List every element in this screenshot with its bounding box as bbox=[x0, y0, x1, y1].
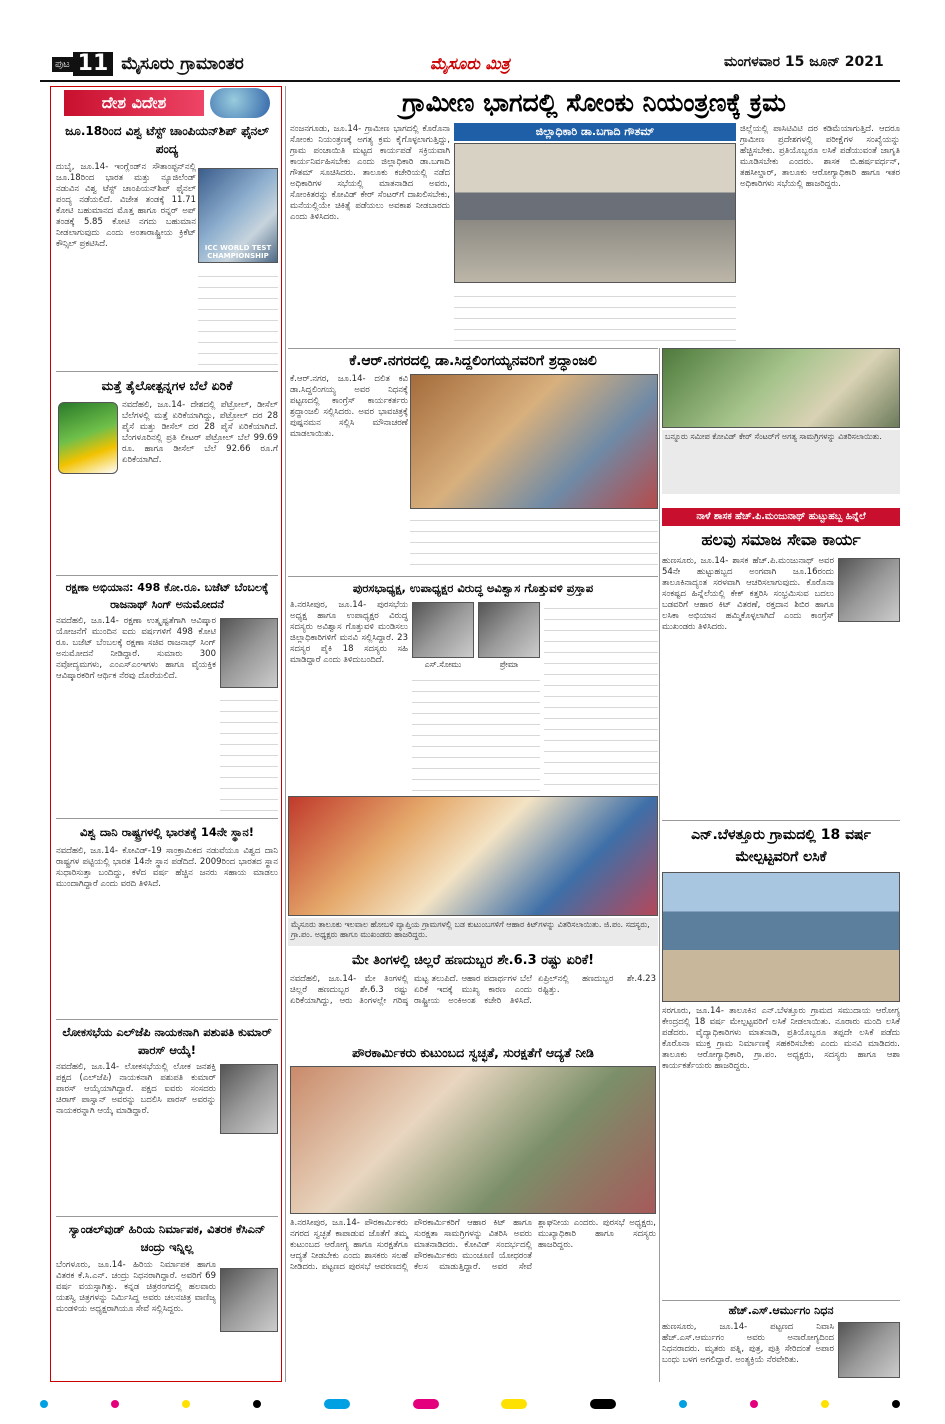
column-rule bbox=[659, 348, 660, 1382]
masthead: ಮೈಸೂರು ಮಿತ್ರ bbox=[430, 54, 510, 73]
registration-dot bbox=[111, 1400, 119, 1408]
covid-centre-photo bbox=[662, 348, 900, 428]
inflation-body: ನವದೆಹಲಿ, ಜೂ.14- ಮೇ ತಿಂಗಳಲ್ಲಿ ಚಿಲ್ಲರೆ ಹಣದುಬ್ಬರ ಶೇ.6.3 ರಷ್ಟು ಏರಿಕೆಯಾಗಿದ್ದು, ಆರು ತಿಂಗಳಲ್ಲೇ ಗರಿಷ್ಠ ಮಟ್ಟ ತಲುಪಿದೆ. ಆಹಾರ ಪದಾರ್ಥಗಳ ಬೆಲೆ ಏರಿಕೆ ಇದಕ್ಕೆ ಮುಖ್ಯ ಕಾರಣ ಎಂದು ರಾಷ್ಟ್ರೀಯ ಅಂಕಿಅಂಶ ಕಚೇರಿ ತಿಳಿಸಿದೆ. ಏಪ್ರಿಲ್‌ನಲ್ಲಿ ಹಣದುಬ್ಬರ ಶೇ.4.23 ರಷ್ಟಿತ್ತು. bbox=[290, 974, 656, 1006]
registration-dot bbox=[750, 1400, 758, 1408]
relief-caption: ಮೈಸೂರು ತಾಲೂಕು ಇಲವಾಲ ಹೋಬಳಿ ವ್ಯಾಪ್ತಿಯ ಗ್ರಾಮಗಳಲ್ಲಿ ಬಡ ಕುಟುಂಬಗಳಿಗೆ ಆಹಾರ ಕಿಟ್‌ಗಳನ್ನು ವಿತರಿಸಲಾಯಿತು. ಜಿ.ಪಂ. ಸದಸ್ಯರು, ಗ್ರಾ.ಪಂ. ಅಧ್ಯಕ್ಷರು ಹಾಗೂ ಮುಖಂಡರು ಹಾಜರಿದ್ದರು. bbox=[288, 918, 658, 946]
divider bbox=[56, 818, 278, 819]
paras-portrait bbox=[220, 1064, 278, 1134]
divider bbox=[662, 820, 900, 821]
registration-dot bbox=[679, 1400, 687, 1408]
meeting-photo bbox=[454, 143, 736, 283]
globe-icon bbox=[210, 88, 270, 118]
section-banner: ದೇಶ ವಿದೇಶ bbox=[64, 90, 204, 116]
story-body: ನವದೆಹಲಿ, ಜೂ.14- ಲೋಕಸಭೆಯಲ್ಲಿ ಲೋಕ ಜನಶಕ್ತಿ ಪಕ್ಷದ (ಎಲ್‌ಜೆಪಿ) ನಾಯಕನಾಗಿ ಪಶುಪತಿ ಕುಮಾರ್ ಪಾರಸ್ ಆಯ್ಕೆಯಾಗಿದ್ದಾರೆ. ಪಕ್ಷದ ಐವರು ಸಂಸದರು ಚಿರಾಗ್ ಪಾಸ್ವಾನ್ ಅವರನ್ನು ಬದಲಿಸಿ ಪಾರಸ್ ಅವರನ್ನು ನಾಯಕರನ್ನಾಗಿ ಆಯ್ಕೆ ಮಾಡಿದ್ದಾರೆ. bbox=[56, 1062, 216, 1116]
registration-dot bbox=[40, 1400, 48, 1408]
municipal-headline: ಪುರಸಭಾಧ್ಯಕ್ಷ, ಉಪಾಧ್ಯಕ್ಷರ ವಿರುದ್ಧ ಅವಿಶ್ವಾಸ ಗೊತ್ತುವಳಿ ಪ್ರಸ್ತಾಪ bbox=[352, 581, 594, 595]
divider bbox=[288, 576, 658, 577]
story-body: ನವದೆಹಲಿ, ಜೂ.14- ರಕ್ಷಣಾ ಉತ್ಕೃಷ್ಟತೆಗಾಗಿ ಆವಿಷ್ಕಾರ ಯೋಜನೆಗೆ ಮುಂದಿನ ಐದು ವರ್ಷಗಳಿಗೆ 498 ಕೋಟಿ ರೂ. ಬಜೆಟ್ ಬೆಂಬಲಕ್ಕೆ ರಕ್ಷಣಾ ಸಚಿವ ರಾಜನಾಥ್ ಸಿಂಗ್ ಅನುಮೋದನೆ ನೀಡಿದ್ದಾರೆ. ಸುಮಾರು 300 ನವೋದ್ಯಮಗಳು, ಎಂಎಸ್‌ಎಂಇಗಳು ಹಾಗೂ ವೈಯಕ್ತಿಕ ಆವಿಷ್ಕಾರಕರಿಗೆ ಆರ್ಥಿಕ ನೆರವು ದೊರೆಯಲಿದೆ. bbox=[56, 616, 216, 681]
somu-name: ಎಸ್.ಸೋಮು bbox=[424, 660, 462, 669]
story-body: ಬೆಂಗಳೂರು, ಜೂ.14- ಹಿರಿಯ ನಿರ್ಮಾಪಕ ಹಾಗೂ ವಿತರಕ ಕೆ.ಸಿ.ಎನ್. ಚಂದ್ರು ನಿಧನರಾಗಿದ್ದಾರೆ. ಅವರಿಗೆ 69 ವರ್ಷ ವಯಸ್ಸಾಗಿತ್ತು. ಕನ್ನಡ ಚಿತ್ರರಂಗದಲ್ಲಿ ಹಲವಾರು ಯಶಸ್ವಿ ಚಿತ್ರಗಳನ್ನು ನಿರ್ಮಿಸಿದ್ದ ಅವರು ಚಲನಚಿತ್ರ ವಾಣಿಜ್ಯ ಮಂಡಳಿಯ ಅಧ್ಯಕ್ಷರಾಗಿಯೂ ಸೇವೆ ಸಲ್ಲಿಸಿದ್ದರು. bbox=[56, 1260, 216, 1314]
tribute-headline: ಕೆ.ಆರ್.ನಗರದಲ್ಲಿ ಡಾ.ಸಿದ್ದಲಿಂಗಯ್ಯನವರಿಗೆ ಶ್ರದ್ಧಾಂಜಲಿ bbox=[349, 353, 597, 369]
tribute-body-cont bbox=[410, 512, 658, 574]
inflation-headline: ಮೇ ತಿಂಗಳಲ್ಲಿ ಚಿಲ್ಲರೆ ಹಣದುಬ್ಬರ ಶೇ.6.3 ರಷ್ಟು ಏರಿಕೆ! bbox=[351, 953, 595, 968]
municipal-body: ತಿ.ನರಸೀಪುರ, ಜೂ.14- ಪುರಸಭೆಯ ಅಧ್ಯಕ್ಷ ಹಾಗೂ ಉಪಾಧ್ಯಕ್ಷರ ವಿರುದ್ಧ ಸದಸ್ಯರು ಅವಿಶ್ವಾಸ ಗೊತ್ತುವಳಿ ಮಂಡಿಸಲು ಜಿಲ್ಲಾಧಿಕಾರಿಗಳಿಗೆ ಮನವಿ ಸಲ್ಲಿಸಿದ್ದಾರೆ. 23 ಸದಸ್ಯರ ಪೈಕಿ 18 ಸದಸ್ಯರು ಸಹಿ ಮಾಡಿದ್ದಾರೆ ಎಂದು ತಿಳಿದುಬಂದಿದೆ. bbox=[290, 600, 408, 665]
municipal-body-cont bbox=[412, 672, 540, 792]
prema-name: ಪ್ರೇಮಾ bbox=[499, 660, 519, 669]
divider bbox=[56, 1216, 278, 1217]
pourakarmika-body: ತಿ.ನರಸೀಪುರ, ಜೂ.14- ಪೌರಕಾರ್ಮಿಕರು ನಗರದ ಸ್ವಚ್ಛತೆ ಕಾಪಾಡುವ ಜೊತೆಗೆ ತಮ್ಮ ಕುಟುಂಬದ ಆರೋಗ್ಯ ಹಾಗೂ ಸುರಕ್ಷತೆಗೂ ಆದ್ಯತೆ ನೀಡಬೇಕು ಎಂದು ಶಾಸಕರು ಸಲಹೆ ನೀಡಿದರು. ಪಟ್ಟಣದ ಪುರಸಭೆ ಆವರಣದಲ್ಲಿ ಪೌರಕಾರ್ಮಿಕರಿಗೆ ಆಹಾರ ಕಿಟ್ ಹಾಗೂ ಸುರಕ್ಷತಾ ಸಾಮಗ್ರಿಗಳನ್ನು ವಿತರಿಸಿ ಅವರು ಮಾತನಾಡಿದರು. ಕೋವಿಡ್ ಸಂದರ್ಭದಲ್ಲಿ ಪೌರಕಾರ್ಮಿಕರು ಮುಂಚೂಣಿ ಯೋಧರಂತೆ ಕೆಲಸ ಮಾಡುತ್ತಿದ್ದಾರೆ. ಅವರ ಸೇವೆ ಶ್ಲಾಘನೀಯ ಎಂದರು. ಪುರಸಭೆ ಅಧ್ಯಕ್ಷರು, ಮುಖ್ಯಾಧಿಕಾರಿ ಹಾಗೂ ಸದಸ್ಯರು ಹಾಜರಿದ್ದರು. bbox=[290, 1218, 656, 1272]
obituary-portrait bbox=[838, 1322, 900, 1378]
registration-dot bbox=[253, 1400, 261, 1408]
story-body: ನವದೆಹಲಿ, ಜೂ.14- ದೇಶದಲ್ಲಿ ಪೆಟ್ರೋಲ್, ಡೀಸೆಲ್ ಬೆಲೆಗಳಲ್ಲಿ ಮತ್ತೆ ಏರಿಕೆಯಾಗಿದ್ದು, ಪೆಟ್ರೋಲ್ ದರ 28 ಪೈಸೆ ಮತ್ತು ಡೀಸೆಲ್ ದರ 28 ಪೈಸೆ ಏರಿಕೆಯಾಗಿದೆ. ಬೆಂಗಳೂರಿನಲ್ಲಿ ಪ್ರತಿ ಲೀಟರ್ ಪೆಟ್ರೋಲ್ ಬೆಲೆ 99.69 ರೂ. ಹಾಗೂ ಡೀಸೆಲ್ ಬೆಲೆ 92.66 ರೂ.ಗೆ ಏರಿಕೆಯಾಗಿದೆ. bbox=[122, 400, 278, 465]
registration-pill bbox=[413, 1399, 439, 1409]
story-headline: ರಕ್ಷಣಾ ಅಭಿಯಾನ: 498 ಕೋ.ರೂ. ಬಜೆಟ್ ಬೆಂಬಲಕ್ಕೆ ರಾಜನಾಥ್ ಸಿಂಗ್ ಅನುಮೋದನೆ bbox=[65, 581, 269, 611]
mla-banner: ನಾಳೆ ಶಾಸಕ ಹೆಚ್.ಪಿ.ಮಂಜುನಾಥ್ ಹುಟ್ಟುಹಬ್ಬ ಹಿನ್ನೆಲೆ bbox=[662, 508, 900, 526]
page-label: ಪುಟ bbox=[52, 57, 73, 72]
section-title: ಮೈಸೂರು ಗ್ರಾಮಾಂತರ bbox=[121, 54, 244, 74]
covid-centre-caption: ಬನ್ನೂರು ಸಮೀಪ ಕೋವಿಡ್ ಕೇರ್ ಸೆಂಟರ್‌ಗೆ ಅಗತ್ಯ ಸಾಮಗ್ರಿಗಳನ್ನು ವಿತರಿಸಲಾಯಿತು. bbox=[662, 430, 900, 494]
fuel-nozzle-image bbox=[58, 402, 118, 474]
registration-bar bbox=[40, 1398, 900, 1410]
divider bbox=[662, 1300, 900, 1301]
wtc-logo-image bbox=[198, 168, 278, 263]
header-rule bbox=[40, 80, 900, 82]
pourakarmika-photo bbox=[290, 1066, 656, 1214]
obituary-headline: ಹೆಚ್.ಎಸ್.ಆರ್ಮುಗಂ ನಿಧನ bbox=[728, 1304, 834, 1317]
lead-body-right: ಜಿಲ್ಲೆಯಲ್ಲಿ ಪಾಸಿಟಿವಿಟಿ ದರ ಕಡಿಮೆಯಾಗುತ್ತಿದೆ. ಆದರೂ ಗ್ರಾಮೀಣ ಪ್ರದೇಶಗಳಲ್ಲಿ ಪರೀಕ್ಷೆಗಳ ಸಂಖ್ಯೆಯನ್ನು ಹೆಚ್ಚಿಸಬೇಕು. ಪ್ರತಿಯೊಬ್ಬರೂ ಲಸಿಕೆ ಪಡೆಯುವಂತೆ ಜಾಗೃತಿ ಮೂಡಿಸಬೇಕು ಎಂದರು. ಶಾಸಕ ಬಿ.ಹರ್ಷವರ್ಧನ್, ತಹಸೀಲ್ದಾರ್, ತಾಲೂಕು ಆರೋಗ್ಯಾಧಿಕಾರಿ ಹಾಗೂ ಇತರ ಅಧಿಕಾರಿಗಳು ಸಭೆಯಲ್ಲಿ ಹಾಜರಿದ್ದರು. bbox=[740, 124, 900, 189]
divider bbox=[288, 348, 658, 349]
obituary-body: ಹುಣಸೂರು, ಜೂ.14- ಪಟ್ಟಣದ ನಿವಾಸಿ ಹೆಚ್.ಎಸ್.ಆರ್ಮುಗಂ ಅವರು ಅನಾರೋಗ್ಯದಿಂದ ನಿಧನರಾದರು. ಮೃತರು ಪತ್ನಿ, ಪುತ್ರ, ಪುತ್ರಿ ಸೇರಿದಂತೆ ಅಪಾರ ಬಂಧು ಬಳಗ ಅಗಲಿದ್ದಾರೆ. ಅಂತ್ಯಕ್ರಿಯೆ ನೆರವೇರಿತು. bbox=[662, 1322, 834, 1365]
somu-photo bbox=[412, 602, 474, 658]
tribute-body: ಕೆ.ಆರ್.ನಗರ, ಜೂ.14- ದಲಿತ ಕವಿ ಡಾ.ಸಿದ್ದಲಿಂಗಯ್ಯ ಅವರ ನಿಧನಕ್ಕೆ ಪಟ್ಟಣದಲ್ಲಿ ಕಾಂಗ್ರೆಸ್ ಕಾರ್ಯಕರ್ತರು ಶ್ರದ್ಧಾಂಜಲಿ ಸಲ್ಲಿಸಿದರು. ಅವರ ಭಾವಚಿತ್ರಕ್ಕೆ ಪುಷ್ಪನಮನ ಸಲ್ಲಿಸಿ ಮೌನಾಚರಣೆ ಮಾಡಲಾಯಿತು. bbox=[290, 374, 408, 439]
story-headline: ಸ್ಯಾಂಡಲ್‌ವುಡ್ ಹಿರಿಯ ನಿರ್ಮಾಪಕ, ವಿತರಕ ಕೆಸಿಎನ್ ಚಂದ್ರು ಇನ್ನಿಲ್ಲ bbox=[68, 1222, 266, 1254]
divider bbox=[56, 1019, 278, 1020]
story-headline: ವಿಶ್ವ ದಾನಿ ರಾಷ್ಟ್ರಗಳಲ್ಲಿ ಭಾರತಕ್ಕೆ 14ನೇ ಸ್ಥಾನ! bbox=[80, 825, 254, 839]
lead-subhead bbox=[454, 123, 736, 141]
lead-headline: ಗ್ರಾಮೀಣ ಭಾಗದಲ್ಲಿ ಸೋಂಕು ನಿಯಂತ್ರಣಕ್ಕೆ ಕ್ರಮ bbox=[402, 88, 786, 117]
mla-portrait bbox=[838, 558, 900, 622]
relief-distribution-photo bbox=[288, 796, 658, 916]
vaccination-body: ಸರಗೂರು, ಜೂ.14- ತಾಲೂಕಿನ ಎನ್.ಬೆಳತ್ತೂರು ಗ್ರಾಮದ ಸಮುದಾಯ ಆರೋಗ್ಯ ಕೇಂದ್ರದಲ್ಲಿ 18 ವರ್ಷ ಮೇಲ್ಪಟ್ಟವರಿಗೆ ಲಸಿಕೆ ನೀಡಲಾಯಿತು. ನೂರಾರು ಮಂದಿ ಲಸಿಕೆ ಪಡೆದರು. ವೈದ್ಯಾಧಿಕಾರಿಗಳು ಮಾತನಾಡಿ, ಪ್ರತಿಯೊಬ್ಬರೂ ತಪ್ಪದೇ ಲಸಿಕೆ ಪಡೆದು ಕೊರೊನಾ ಮುಕ್ತ ಗ್ರಾಮ ನಿರ್ಮಾಣಕ್ಕೆ ಸಹಕರಿಸಬೇಕು ಎಂದು ಮನವಿ ಮಾಡಿದರು. ತಾಲೂಕು ಆರೋಗ್ಯಾಧಿಕಾರಿ, ಗ್ರಾ.ಪಂ. ಅಧ್ಯಕ್ಷರು, ಸದಸ್ಯರು ಹಾಗೂ ಆಶಾ ಕಾರ್ಯಕರ್ತೆಯರು ಹಾಜರಿದ್ದರು. bbox=[662, 1006, 900, 1071]
story-headline: ಲೋಕಸಭೆಯ ಎಲ್‌ಜೆಪಿ ನಾಯಕನಾಗಿ ಪಶುಪತಿ ಕುಮಾರ್ ಪಾರಸ್ ಆಯ್ಕೆ! bbox=[62, 1025, 272, 1057]
story-headline: ಮತ್ತೆ ತೈಲೋತ್ಪನ್ನಗಳ ಬೆಲೆ ಏರಿಕೆ bbox=[101, 378, 233, 393]
mla-headline: ಹಲವು ಸಮಾಜ ಸೇವಾ ಕಾರ್ಯ bbox=[701, 530, 861, 549]
vaccination-headline: ಎನ್.ಬೆಳತ್ತೂರು ಗ್ರಾಮದಲ್ಲಿ 18 ವರ್ಷ ಮೇಲ್ಪಟ್ಟವರಿಗೆ ಲಸಿಕೆ bbox=[691, 827, 871, 865]
prema-photo bbox=[478, 602, 540, 658]
story-body: ದುಬೈ, ಜೂ.14- ಇಂಗ್ಲೆಂಡ್‌ನ ಸೌತಾಂಪ್ಟನ್‌ನಲ್ಲಿ ಜೂ.18ರಿಂದ ಭಾರತ ಮತ್ತು ನ್ಯೂಜಿಲೆಂಡ್ ನಡುವಿನ ವಿಶ್ವ ಟೆಸ್ಟ್ ಚಾಂಪಿಯನ್‌ಶಿಪ್ ಫೈನಲ್ ಪಂದ್ಯ ನಡೆಯಲಿದೆ. ವಿಜೇತ ತಂಡಕ್ಕೆ 11.71 ಕೋಟಿ ಬಹುಮಾನದ ಮೊತ್ತ ಹಾಗೂ ರನ್ನರ್ ಅಪ್ ತಂಡಕ್ಕೆ 5.85 ಕೋಟಿ ನಗದು ಬಹುಮಾನ ನೀಡಲಾಗುವುದು ಎಂದು ಅಂತಾರಾಷ್ಟ್ರೀಯ ಕ್ರಿಕೆಟ್ ಕೌನ್ಸಿಲ್ ಪ್ರಕಟಿಸಿದೆ. bbox=[56, 162, 196, 249]
registration-dot bbox=[892, 1400, 900, 1408]
registration-dot bbox=[182, 1400, 190, 1408]
divider bbox=[56, 371, 278, 372]
vaccination-photo bbox=[662, 872, 900, 1002]
story-body-cont bbox=[198, 268, 278, 368]
story-body-cont bbox=[220, 692, 278, 812]
rajnath-singh-photo bbox=[220, 618, 278, 688]
registration-pill bbox=[590, 1399, 616, 1409]
tribute-photo bbox=[410, 374, 658, 509]
page-tag bbox=[52, 52, 244, 76]
lead-body-left: ನಂಜನಗೂಡು, ಜೂ.14- ಗ್ರಾಮೀಣ ಭಾಗದಲ್ಲಿ ಕೊರೊನಾ ಸೋಂಕು ನಿಯಂತ್ರಣಕ್ಕೆ ಅಗತ್ಯ ಕ್ರಮ ಕೈಗೊಳ್ಳಲಾಗುತ್ತಿದ್ದು, ಗ್ರಾಮ ಪಂಚಾಯಿತಿ ಮಟ್ಟದ ಕಾರ್ಯಪಡೆ ಸಕ್ರಿಯವಾಗಿ ಕಾರ್ಯನಿರ್ವಹಿಸಬೇಕು ಎಂದು ಜಿಲ್ಲಾಧಿಕಾರಿ ಡಾ.ಬಗಾದಿ ಗೌತಮ್ ಸೂಚಿಸಿದರು. ತಾಲೂಕು ಕಚೇರಿಯಲ್ಲಿ ನಡೆದ ಅಧಿಕಾರಿಗಳ ಸಭೆಯಲ್ಲಿ ಮಾತನಾಡಿದ ಅವರು, ಸೋಂಕಿತರನ್ನು ಕೋವಿಡ್ ಕೇರ್ ಸೆಂಟರ್‌ಗೆ ದಾಖಲಿಸಬೇಕು, ಮನೆಯಲ್ಲಿಯೇ ಚಿಕಿತ್ಸೆ ಪಡೆಯಲು ಅವಕಾಶ ನೀಡಬಾರದು ಎಂದು ತಿಳಿಸಿದರು. bbox=[290, 124, 450, 222]
municipal-body-right bbox=[544, 600, 658, 792]
mla-body: ಹುಣಸೂರು, ಜೂ.14- ಶಾಸಕ ಹೆಚ್.ಪಿ.ಮಂಜುನಾಥ್ ಅವರ 54ನೇ ಹುಟ್ಟುಹಬ್ಬದ ಅಂಗವಾಗಿ ಜೂ.16ರಂದು ತಾಲೂಕಿನಾದ್ಯಂತ ಸರಳವಾಗಿ ಆಚರಿಸಲಾಗುವುದು. ಕೊರೊನಾ ಸಂಕಷ್ಟದ ಹಿನ್ನೆಲೆಯಲ್ಲಿ ಕೇಕ್ ಕತ್ತರಿಸಿ ಸಂಭ್ರಮಿಸುವ ಬದಲು ಬಡವರಿಗೆ ಆಹಾರ ಕಿಟ್ ವಿತರಣೆ, ರಕ್ತದಾನ ಶಿಬಿರ ಹಾಗೂ ಲಸಿಕಾ ಅಭಿಯಾನ ಹಮ್ಮಿಕೊಳ್ಳಲಾಗಿದೆ ಎಂದು ಕಾಂಗ್ರೆಸ್ ಮುಖಂಡರು ತಿಳಿಸಿದರು. bbox=[662, 556, 834, 632]
pourakarmika-headline: ಪೌರಕಾರ್ಮಿಕರು ಕುಟುಂಬದ ಸ್ವಚ್ಛತೆ, ಸುರಕ್ಷತೆಗೆ ಆದ್ಯತೆ ನೀಡಿ bbox=[352, 1045, 594, 1060]
column-rule bbox=[285, 86, 286, 1382]
dateline: ಮಂಗಳವಾರ 15 ಜೂನ್ 2021 bbox=[724, 54, 884, 70]
lead-subhead-text: ಜಿಲ್ಲಾಧಿಕಾರಿ ಡಾ.ಬಗಾದಿ ಗೌತಮ್ bbox=[535, 125, 655, 138]
divider bbox=[56, 575, 278, 576]
registration-pill bbox=[324, 1399, 350, 1409]
story-headline: ಜೂ.18ರಿಂದ ವಿಶ್ವ ಟೆಸ್ಟ್ ಚಾಂಪಿಯನ್‌ಶಿಪ್ ಫೈನಲ್ ಪಂದ್ಯ bbox=[65, 124, 269, 156]
page-number: 11 bbox=[73, 52, 114, 76]
registration-dot bbox=[821, 1400, 829, 1408]
registration-pill bbox=[501, 1399, 527, 1409]
story-body: ನವದೆಹಲಿ, ಜೂ.14- ಕೋವಿಡ್-19 ಸಾಂಕ್ರಾಮಿಕದ ನಡುವೆಯೂ ವಿಶ್ವದ ದಾನಿ ರಾಷ್ಟ್ರಗಳ ಪಟ್ಟಿಯಲ್ಲಿ ಭಾರತ 14ನೇ ಸ್ಥಾನ ಪಡೆದಿದೆ. 2009ರಿಂದ ಭಾರತದ ಸ್ಥಾನ ಸುಧಾರಿಸುತ್ತಾ ಬಂದಿದ್ದು, ಕಳೆದ ವರ್ಷ ಹೆಚ್ಚಿನ ಜನರು ಸಹಾಯ ಮಾಡಲು ಮುಂದಾಗಿದ್ದಾರೆ ಎಂದು ವರದಿ ತಿಳಿಸಿದೆ. bbox=[56, 846, 278, 889]
wtc-logo-text: ICC WORLD TEST CHAMPIONSHIP bbox=[204, 244, 272, 260]
lead-body-mid bbox=[454, 288, 736, 346]
chandru-portrait bbox=[220, 1268, 278, 1332]
